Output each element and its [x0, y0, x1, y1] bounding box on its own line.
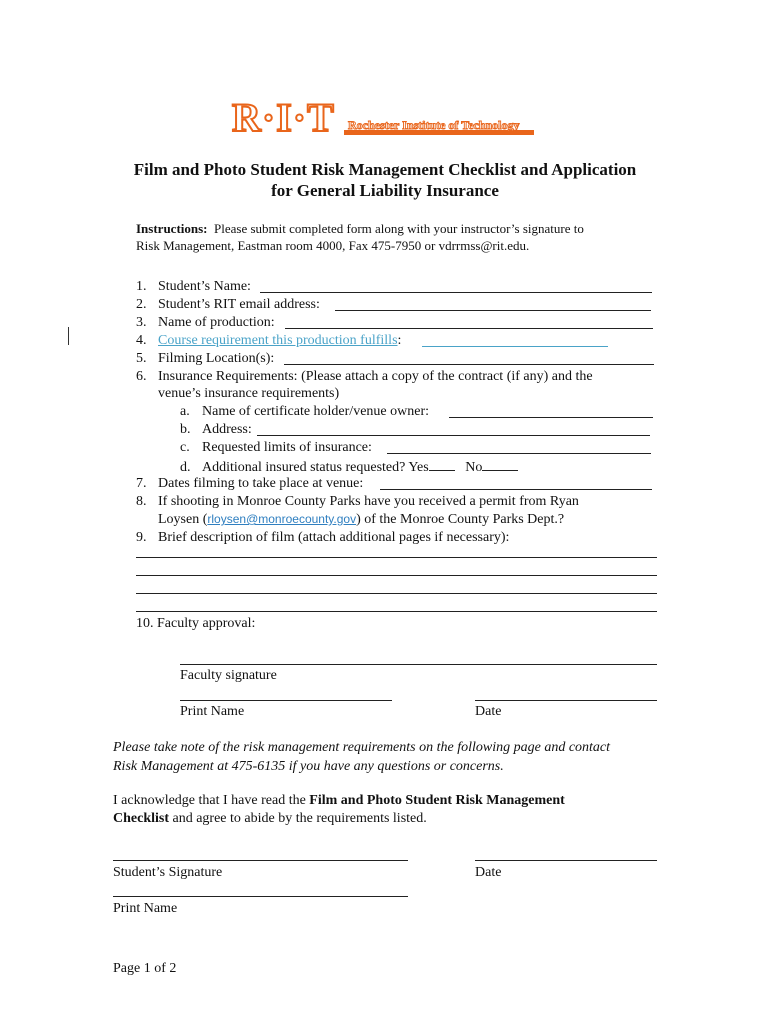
- instructions-line1: Please submit completed form along with your instructor’s signature to: [214, 221, 584, 236]
- student-signature-field[interactable]: [113, 860, 408, 861]
- risk-note-line2: Risk Management at 475-6135 if you have any questions or concerns.: [113, 759, 504, 774]
- faculty-date-field[interactable]: [475, 700, 657, 701]
- item-4: 4. Course requirement this production fulfills:: [136, 333, 402, 348]
- film-description-line-1[interactable]: [136, 557, 657, 558]
- faculty-print-name-label: Print Name: [180, 704, 245, 719]
- filming-dates-label: Dates filming to take place at venue:: [158, 476, 364, 491]
- address-field[interactable]: [257, 435, 650, 436]
- film-description-line-4[interactable]: [136, 611, 657, 612]
- acknowledge-line2: Checklist and agree to abide by the requirements listed.: [113, 811, 427, 826]
- film-description-line-2[interactable]: [136, 575, 657, 576]
- filming-location-field[interactable]: [284, 364, 654, 365]
- film-description-label: Brief description of film (attach additional pages if necessary):: [158, 530, 510, 545]
- form-title-line2: for General Liability Insurance: [271, 181, 499, 200]
- monroe-permit-line1: If shooting in Monroe County Parks have you received a permit from Ryan: [158, 494, 579, 509]
- item-6b: b. Address:: [180, 422, 252, 437]
- monroe-permit-line2: Loysen (rloysen@monroecounty.gov) of the Monroe County Parks Dept.?: [158, 512, 565, 527]
- item-2: 2. Student’s RIT email address:: [136, 297, 320, 312]
- instructions-label: Instructions:: [136, 221, 208, 236]
- item-6c: c. Requested limits of insurance:: [180, 440, 372, 455]
- item-1: 1. Student’s Name:: [136, 279, 251, 294]
- monroe-email-link[interactable]: rloysen@monroecounty.gov: [207, 512, 357, 526]
- course-requirement-field[interactable]: [422, 346, 608, 347]
- item-3: 3. Name of production:: [136, 315, 275, 330]
- instructions: [136, 221, 656, 237]
- certificate-holder-label: Name of certificate holder/venue owner:: [202, 404, 430, 419]
- student-date-label: Date: [475, 865, 502, 880]
- rit-logo-mark: R·I·T: [232, 95, 335, 140]
- page-number: Page 1 of 2: [113, 961, 177, 976]
- filming-dates-field[interactable]: [380, 489, 652, 490]
- filming-location-label: Filming Location(s):: [158, 351, 275, 366]
- form-title-line1: Film and Photo Student Risk Management Checklist and Application: [133, 160, 637, 179]
- risk-note-line1: Please take note of the risk management requirements on the following page and contact: [113, 740, 611, 755]
- address-label: Address:: [202, 422, 252, 437]
- text-cursor: [68, 327, 69, 345]
- rit-logo: [232, 95, 542, 142]
- student-name-field[interactable]: [260, 292, 652, 293]
- insurance-requirements-line1: Insurance Requirements: (Please attach a copy of the contract (if any) and the: [158, 369, 593, 384]
- instructions-line2: Risk Management, Eastman room 4000, Fax 475-7950 or vdrrmss@rit.edu.: [136, 238, 530, 253]
- certificate-holder-field[interactable]: [449, 417, 653, 418]
- insurance-requirements-line2: venue’s insurance requirements): [158, 386, 340, 401]
- student-print-name-field[interactable]: [113, 896, 408, 897]
- item-7: 7. Dates filming to take place at venue:: [136, 476, 364, 491]
- production-name-label: Name of production:: [158, 315, 275, 330]
- additional-insured-no-field[interactable]: [482, 458, 518, 471]
- student-name-label: Student’s Name:: [158, 279, 251, 294]
- rit-logo-institution: Rochester Institute of Technology: [348, 118, 520, 132]
- insurance-limits-field[interactable]: [387, 453, 651, 454]
- student-signature-label: Student’s Signature: [113, 865, 223, 880]
- faculty-signature-field[interactable]: [180, 664, 657, 665]
- insurance-limits-label: Requested limits of insurance:: [202, 440, 372, 455]
- faculty-signature-label: Faculty signature: [180, 668, 277, 683]
- acknowledge-checklist-title: Film and Photo Student Risk Management: [309, 793, 565, 808]
- item-5: 5. Filming Location(s):: [136, 351, 275, 366]
- student-print-name-label: Print Name: [113, 901, 178, 916]
- student-date-field[interactable]: [475, 860, 657, 861]
- student-email-field[interactable]: [335, 310, 651, 311]
- item-9: 9. Brief description of film (attach additional pages if necessary):: [136, 530, 510, 545]
- faculty-print-name-field[interactable]: [180, 700, 392, 701]
- course-requirement-link[interactable]: Course requirement this production fulfills: [158, 333, 398, 348]
- item-6d: d. Additional insured status requested? Yes No: [180, 458, 518, 476]
- acknowledge-line1: I acknowledge that I have read the Film and Photo Student Risk Management: [113, 793, 565, 808]
- faculty-date-label: Date: [475, 704, 502, 719]
- student-email-label: Student’s RIT email address:: [158, 297, 320, 312]
- additional-insured-yes-field[interactable]: [429, 458, 455, 471]
- production-name-field[interactable]: [285, 328, 653, 329]
- additional-insured-no-label: No: [465, 460, 483, 475]
- item-6: 6. Insurance Requirements: (Please attach a copy of the contract (if any) and the: [136, 369, 593, 384]
- faculty-approval-label: 10. Faculty approval:: [136, 616, 256, 631]
- item-6a: a. Name of certificate holder/venue owner:: [180, 404, 430, 419]
- item-8: 8. If shooting in Monroe County Parks have you received a permit from Ryan: [136, 494, 579, 509]
- film-description-line-3[interactable]: [136, 593, 657, 594]
- additional-insured-label: Additional insured status requested? Yes: [202, 460, 429, 475]
